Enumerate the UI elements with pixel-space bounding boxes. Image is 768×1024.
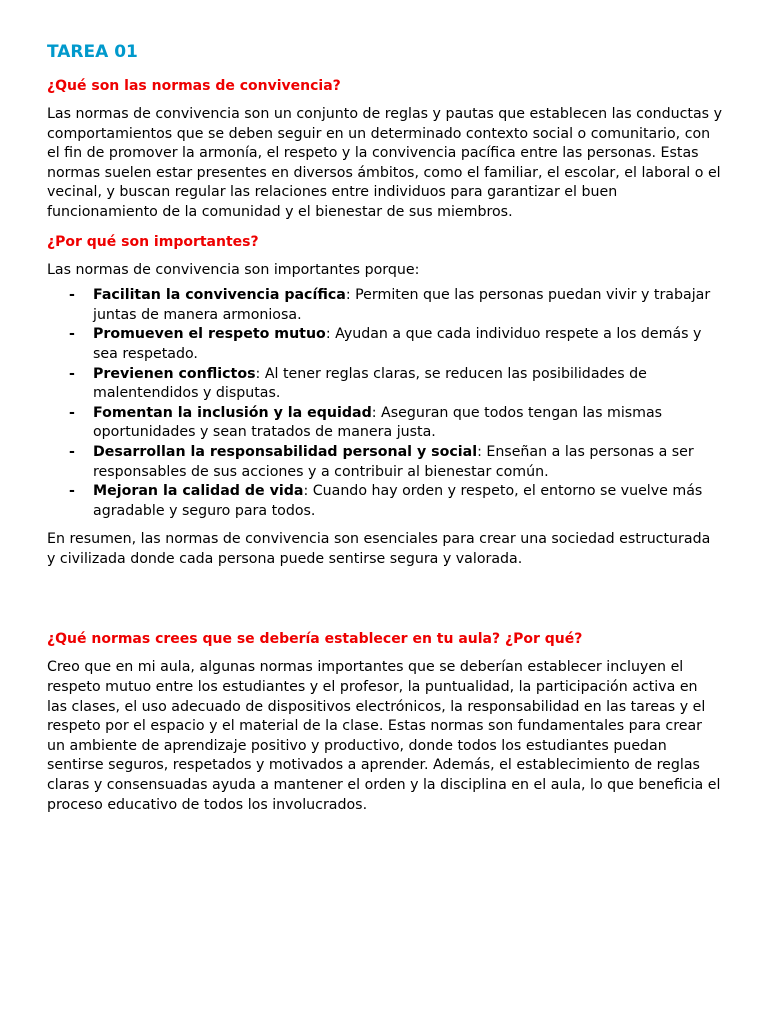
bullet-dash: - xyxy=(69,326,75,343)
list-item xyxy=(69,325,722,364)
list-item-text: : Enseñan a las personas a ser responsables de sus acciones y a contribuir al bienestar común. xyxy=(93,443,694,480)
list-item-term: Promueven el respeto mutuo xyxy=(93,326,326,343)
section-paragraph-definition: Las normas de convivencia son un conjunto de reglas y pautas que establecen las conductas y comportamientos que se deben seguir en un determinado contexto social o comunitario, con el fin de promover la armonía, el respeto y la convivencia pacífica entre las personas. Estas normas suelen estar presentes en diversos ámbitos, como el familiar, el escolar, el laboral o el vecinal, y buscan regular las relaciones entre individuos para garantizar el buen funcionamiento de la comunidad y el bienestar de sus miembros. xyxy=(47,106,722,220)
list-item-text: : Permiten que las personas puedan vivir y trabajar juntas de manera armoniosa. xyxy=(93,287,711,323)
section-summary: En resumen, las normas de convivencia son esenciales para crear una sociedad estructurada y civilizada donde cada persona puede sentirse segura y valorada. xyxy=(47,531,711,567)
list-item-text: : Ayudan a que cada individuo respete a los demás y sea respetado. xyxy=(93,326,702,362)
bullet-dash: - xyxy=(69,443,75,460)
list-item-term: Facilitan la convivencia pacífica xyxy=(93,287,346,304)
section-heading-what-are-norms: ¿Qué son las normas de convivencia? xyxy=(47,78,341,94)
bullet-dash: - xyxy=(69,404,75,421)
list-item xyxy=(69,286,722,325)
list-item xyxy=(69,365,722,404)
section-heading-why-important: ¿Por qué son importantes? xyxy=(47,233,259,250)
list-item-term: Mejoran la calidad de vida xyxy=(93,483,304,500)
document-title: TAREA 01 xyxy=(47,42,138,62)
list-item-term: Fomentan la inclusión y la equidad xyxy=(93,404,372,421)
list-item-text: : Al tener reglas claras, se reducen las posibilidades de malentendidos y disputas. xyxy=(93,365,647,402)
section-intro-why-important: Las normas de convivencia son importantes porque: xyxy=(47,261,420,278)
list-item xyxy=(69,482,722,521)
list-item-term: Desarrollan la responsabilidad personal y social xyxy=(93,443,478,460)
importance-list xyxy=(47,286,722,521)
bullet-dash: - xyxy=(69,287,75,304)
bullet-dash: - xyxy=(69,483,75,500)
list-item xyxy=(69,443,722,482)
list-item xyxy=(69,404,722,443)
section-paragraph-classroom-norms: Creo que en mi aula, algunas normas importantes que se deberían establecer incluyen el respeto mutuo entre los estudiantes y el profesor, la puntualidad, la participación activa en las clases, el uso adecuado de dispositivos electrónicos, la responsabilidad en las tareas y el respeto por el espacio y el material de la clase. Estas normas son fundamentales para crear un ambiente de aprendizaje positivo y productivo, donde todos los estudiantes puedan sentirse seguros, respetados y motivados a aprender. Además, el establecimiento de reglas claras y consensuadas ayuda a mantener el orden y la disciplina en el aula, lo que beneficia el proceso educativo de todos los involucrados. xyxy=(47,659,721,813)
list-item-text: : Aseguran que todos tengan las mismas oportunidades y sean tratados de manera justa. xyxy=(93,404,663,441)
bullet-dash: - xyxy=(69,365,75,382)
list-item-text: : Cuando hay orden y respeto, el entorno se vuelve más agradable y seguro para todos. xyxy=(93,483,703,519)
section-heading-classroom-norms: ¿Qué normas crees que se debería establecer en tu aula? ¿Por qué? xyxy=(47,631,583,648)
list-item-term: Previenen conflictos xyxy=(93,365,256,382)
